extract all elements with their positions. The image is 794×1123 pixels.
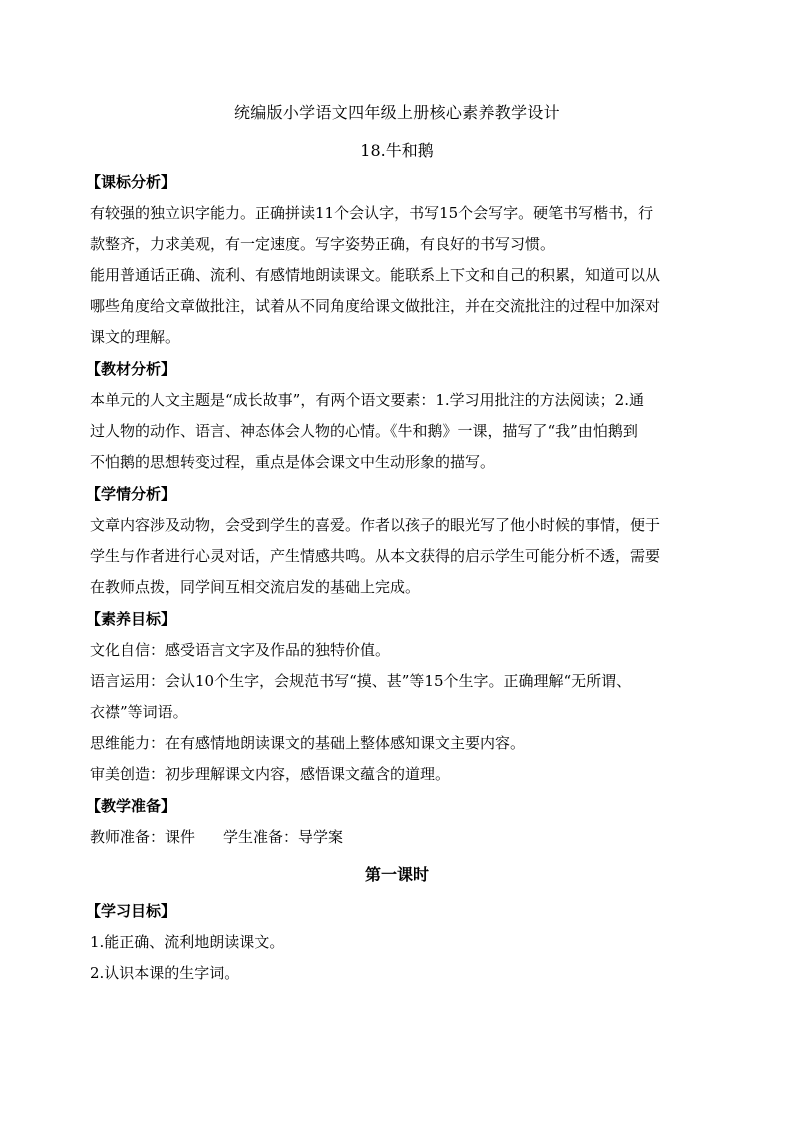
text-line: 能用普通话正确、流利、有感情地朗读课文。能联系上下文和自己的积累，知道可以从 (90, 266, 661, 284)
paragraph (90, 510, 704, 603)
objective-list (90, 927, 704, 989)
text-line: 有较强的独立识字能力。正确拼读11个会认字，书写15个会写字。硬笔书写楷书，行 (90, 204, 654, 222)
text-line: 在教师点拨，同学间互相交流启发的基础上完成。 (90, 578, 421, 596)
lesson-title: 18.牛和鹅 (360, 141, 434, 160)
text-line: 思维能力：在有感情地朗读课文的基础上整体感知课文主要内容。 (90, 734, 526, 752)
text-line: 过人物的动作、语言、神态体会人物的心情。《牛和鹅》一课，描写了“我”由怕鹅到 (90, 422, 638, 440)
list-item: 1.能正确、流利地朗读课文。 (90, 933, 285, 951)
list-item: 2.认识本课的生字词。 (90, 964, 240, 982)
student-prep: 学生准备：导学案 (223, 828, 344, 846)
text-line: 哪些角度给文章做批注，试着从不同角度给课文做批注，并在交流批注的过程中加深对 (90, 297, 661, 315)
section-heading-learning-objectives: 【学习目标】 (86, 902, 177, 920)
paragraph (90, 728, 704, 759)
period-title: 第一课时 (364, 865, 429, 884)
text-line: 款整齐，力求美观，有一定速度。写字姿势正确，有良好的书写习惯。 (90, 235, 556, 253)
text-line: 语言运用：会认10个生字，会规范书写“摸、甚”等15个生字。正确理解“无所谓、 (90, 672, 632, 690)
preparation-line (90, 822, 704, 853)
document-title: 统编版小学语文四年级上册核心素养教学设计 (233, 103, 560, 122)
text-line: 课文的理解。 (90, 328, 181, 346)
text-line: 文化自信：感受语言文字及作品的独特价值。 (90, 641, 391, 659)
section-heading-preparation: 【教学准备】 (86, 797, 177, 815)
text-line: 文章内容涉及动物，会受到学生的喜爱。作者以孩子的眼光写了他小时候的事情，便于 (90, 516, 661, 534)
paragraph (90, 666, 704, 728)
text-line: 衣襟”等词语。 (90, 703, 188, 721)
text-line: 本单元的人文主题是“成长故事”，有两个语文要素：1.学习用批注的方法阅读；2.通 (90, 391, 644, 409)
paragraph (90, 260, 704, 353)
section-heading-learners: 【学情分析】 (86, 485, 177, 503)
text-line: 不怕鹅的思想转变过程，重点是体会课文中生动形象的描写。 (90, 453, 496, 471)
paragraph (90, 759, 704, 790)
teacher-prep: 教师准备：课件 (90, 828, 196, 846)
section-heading-literacy-goals: 【素养目标】 (86, 610, 177, 628)
paragraph (90, 635, 704, 666)
section-heading-textbook: 【教材分析】 (86, 360, 177, 378)
section-heading-curriculum: 【课标分析】 (86, 173, 177, 191)
paragraph (90, 385, 704, 478)
text-line: 学生与作者进行心灵对话，产生情感共鸣。从本文获得的启示学生可能分析不透，需要 (90, 547, 661, 565)
paragraph (90, 198, 704, 260)
text-line: 审美创造：初步理解课文内容，感悟课文蕴含的道理。 (90, 765, 451, 783)
